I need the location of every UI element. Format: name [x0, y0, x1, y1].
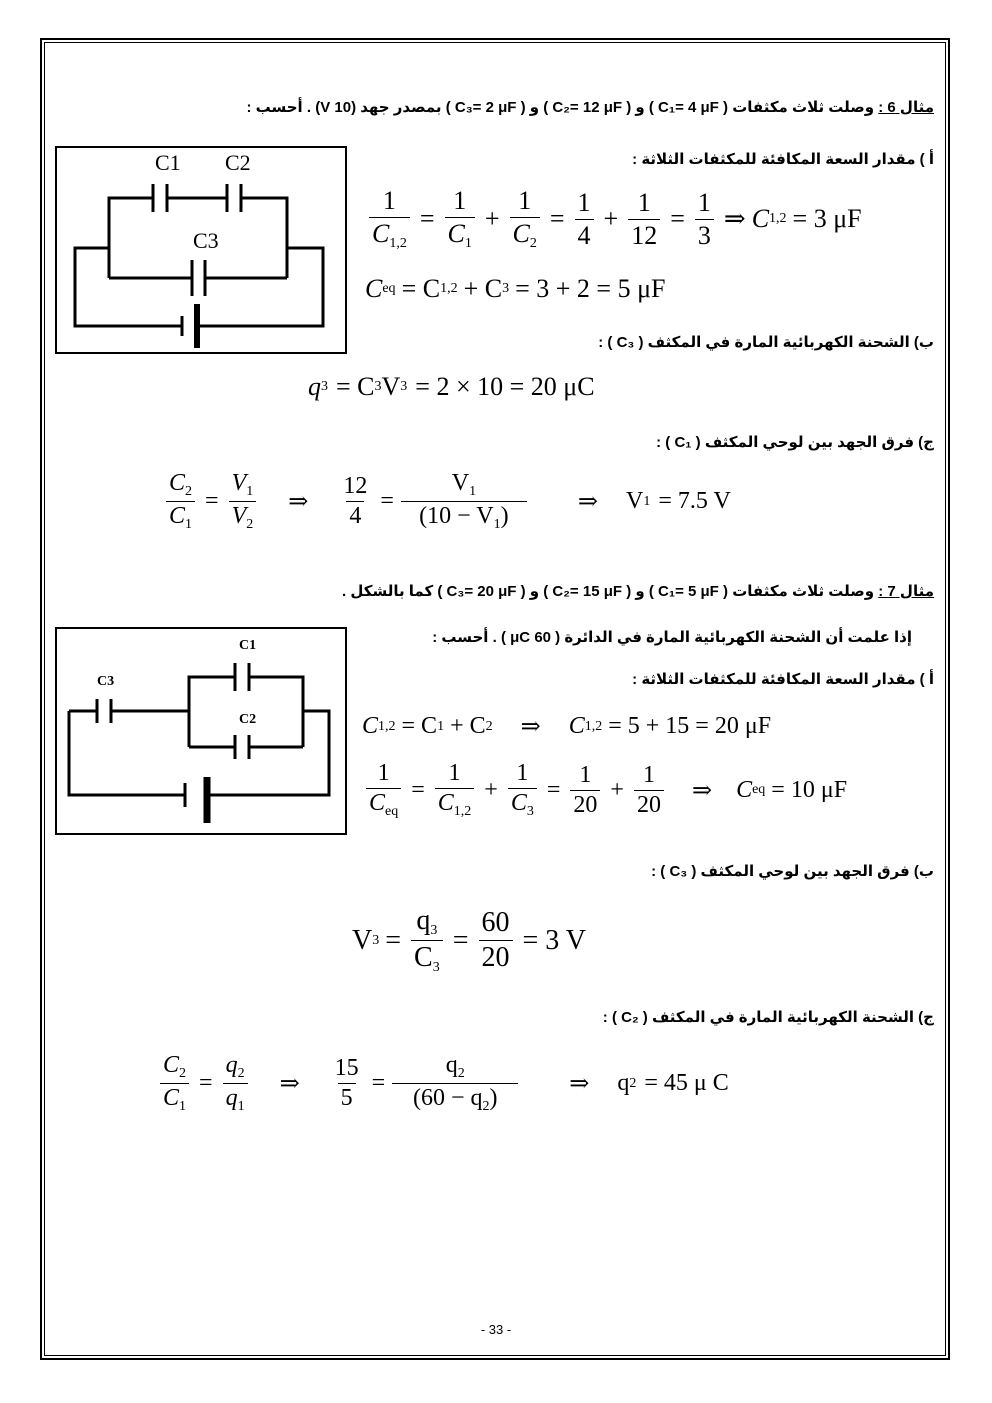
example7-label-c2: C2: [239, 712, 257, 727]
example7-eq-a1: C 1,2 = C 1 + C 2 ⇒ C 1,2 = 5 + 15 = 20 μF: [362, 713, 772, 740]
example7-eq-b: V 3 = $\frac{q_3}{C_3}$ = $\frac{60}{20}$ = 3 V: [352, 905, 587, 975]
example7-part-a: أ ) مقدار السعة المكافئة للمكثفات الثلاثة :: [632, 671, 934, 688]
example6-eq-a2: C eq = C 1,2 + C 3 = 3 + 2 = 5 μF: [365, 274, 666, 303]
example6-circuit-figure: [55, 146, 347, 354]
example6-label-c2: C2: [225, 150, 251, 175]
example7-label: مثال 7 :: [878, 583, 934, 600]
example7-heading: [342, 582, 934, 600]
example6-label: مثال 6 :: [878, 99, 934, 116]
example6-circuit-diagram: [57, 148, 345, 352]
example7-statement: وصلت ثلاث مكثفات ( C₁= 5 μF ) و ( C₂= 15 μF ) و ( C₃= 20 μF ) كما بالشكل .: [342, 583, 875, 600]
example6-eq-b: q 3 = C 3 V 3 = 2 × 10 = 20 μC: [308, 372, 595, 401]
example7-label-c3: C3: [97, 674, 115, 689]
example6-statement: وصلت ثلاث مكثفات ( C₁= 4 μF ) و ( C₂= 12 μF ) و ( C₃= 2 μF ) بمصدر جهد (10 V) . أحسب :: [246, 99, 875, 116]
example6-part-b: ب) الشحنة الكهربائية المارة في المكثف ( C₃ ) :: [598, 334, 934, 351]
example6-label-c1: C1: [155, 150, 181, 175]
example7-circuit-figure: [55, 627, 347, 835]
example6-eq-c: $\frac{C_2}{C_1}$ = $\frac{V_1}{V_2}$ ⇒ $\frac{12}{4}$ = $\frac{V_1}{(10 - V_1)}$ ⇒ V 1 = 7.5 V: [162, 470, 731, 533]
example6-eq-a1: $\frac{1}{C_{1,2}}$ = $\frac{1}{C_1}$ + $\frac{1}{C_2}$ = $\frac{1}{4}$ + $\frac{1}{12}$ = $\frac{1}{3}$ ⇒ C 1,2 = 3 μF: [365, 186, 862, 252]
example6-label-c3: C3: [193, 228, 219, 253]
example7-circuit-diagram: [57, 629, 345, 833]
example7-eq-c: $\frac{C_2}{C_1}$ = $\frac{q_2}{q_1}$ ⇒ $\frac{15}{5}$ = $\frac{q_2}{(60 - q_2)}$ ⇒ q 2 = 45 μ C: [156, 1052, 729, 1115]
example6-part-c: ج) فرق الجهد بين لوحي المكثف ( C₁ ) :: [656, 434, 934, 451]
example7-given: إذا علمت أن الشحنة الكهربائية المارة في الدائرة ( 60 μC ) . أحسب :: [432, 629, 912, 646]
example7-eq-a2: $\frac{1}{C_{eq}}$ = $\frac{1}{C_{1,2}}$ + $\frac{1}{C_3}$ = $\frac{1}{20}$ + $\frac{1}{20}$ ⇒ C eq = 10 μF: [362, 760, 847, 820]
example7-part-b: ب) فرق الجهد بين لوحي المكثف ( C₃ ) :: [651, 863, 934, 880]
page-number: - 33 -: [480, 1322, 512, 1337]
example6-heading: [246, 98, 934, 116]
example7-label-c1: C1: [239, 638, 257, 653]
example6-part-a: أ ) مقدار السعة المكافئة للمكثفات الثلاثة :: [632, 151, 934, 168]
example7-part-c: ج) الشحنة الكهربائية المارة في المكثف ( C₂ ) :: [602, 1009, 934, 1026]
